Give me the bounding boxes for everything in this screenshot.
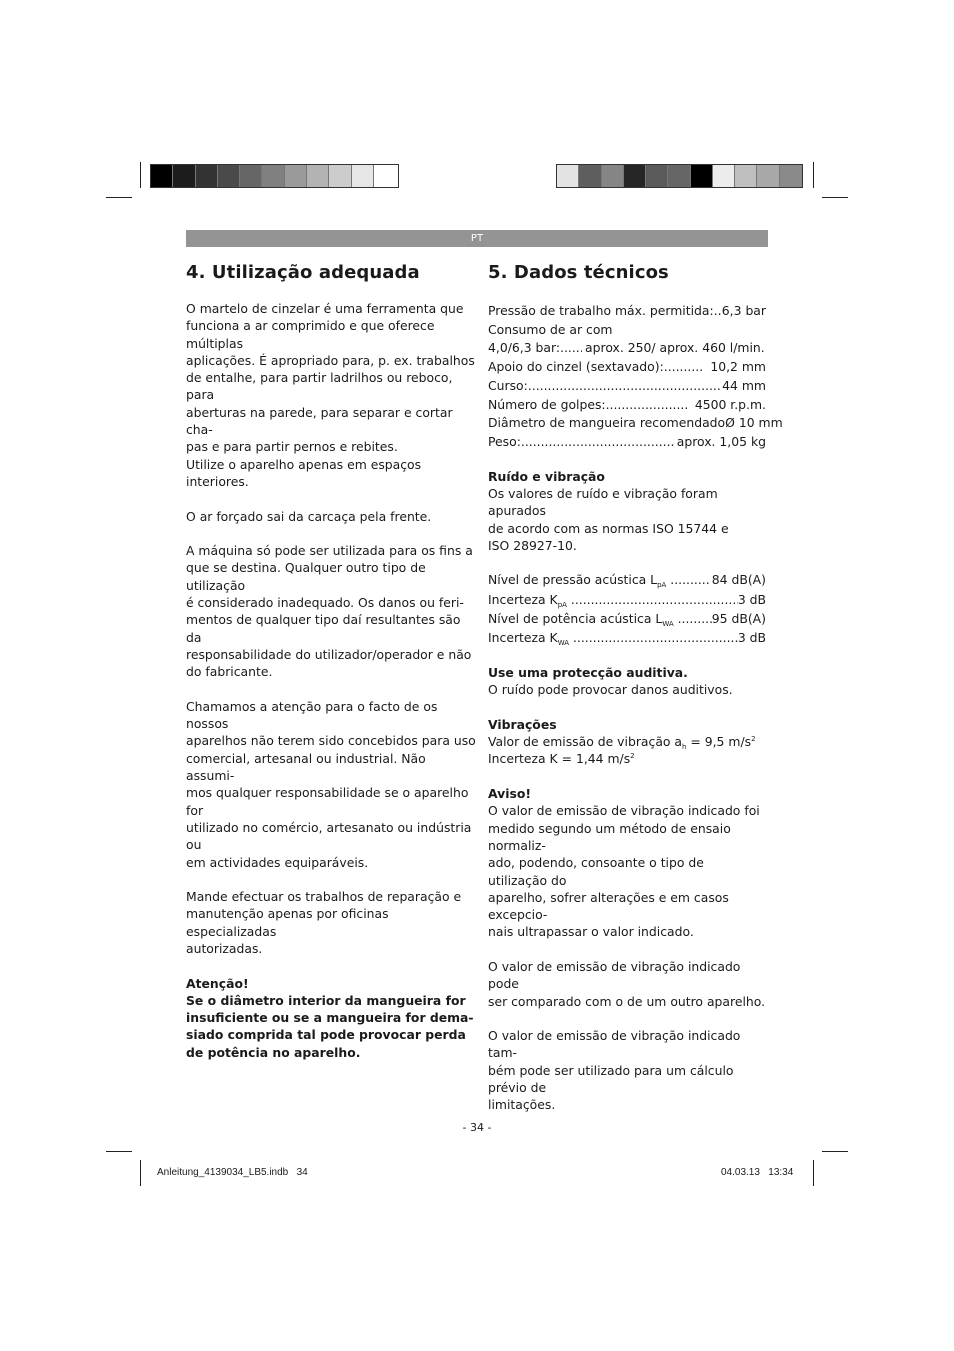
ear-protection-title: Use uma protecção auditiva. [488,664,688,680]
text-line: comercial, artesanal ou industrial. Não assumi- [186,750,426,784]
text-line: ISO 28927-10. [488,537,577,553]
color-swatch [218,165,240,187]
text-line: de acordo com as normas ISO 15744 e [488,520,729,536]
left-column [186,300,476,1061]
paragraph-improper-use [186,542,476,680]
color-swatch [285,165,307,187]
color-swatch [579,165,601,187]
paragraph-intended-use [186,300,476,490]
text-line: Mande efectuar os trabalhos de reparação e [186,889,462,905]
text-line: ser comparado com o de um outro aparelho. [488,993,766,1009]
text-line: Chamamos a atenção para o facto de os nossos [186,698,438,732]
color-swatch [624,165,646,187]
color-swatch [691,165,713,187]
text-line: autorizadas. [186,940,263,956]
text-line: do fabricante. [186,664,273,680]
spec-hose-diameter: Diâmetro de mangueira recomendado Ø 10 mm [488,414,783,430]
vibration-uncertainty: Incerteza K = 1,44 $m/s^2$ [488,751,635,767]
paragraph-air-exhaust [186,508,476,525]
color-swatch [151,165,173,187]
text-line: pas e para partir pernos e rebites. [186,439,398,455]
crop-mark [140,162,141,188]
right-column [488,300,783,1114]
section-title-technical-data: 5. Dados técnicos [488,262,669,283]
text-line: O martelo de cinzelar é uma ferramenta que [186,301,464,316]
notice-title: Aviso! [488,786,532,802]
spec-chisel-holder: Apoio do cinzel (sextavado): ..... 10,2 mm [488,358,766,375]
color-swatch [757,165,779,187]
text-line: responsabilidade do utilizador/operador e não [186,646,472,662]
crop-mark [822,1151,848,1152]
color-calibration-bar-left [150,164,399,188]
color-swatch [262,165,284,187]
text-line: manutenção apenas por oficinas especializadas [186,906,389,939]
text-line: é considerado inadequado. Os danos ou feri- [186,595,464,611]
color-calibration-bar-right [556,164,803,188]
spec-uncertainty-kpa: Incerteza $K_{pA}$ ..... 3 dB [488,591,766,608]
crop-mark [106,1151,132,1152]
color-swatch [668,165,690,187]
noise-title: Ruído e vibração [488,468,605,484]
color-swatch [173,165,195,187]
text-line: O valor de emissão de vibração indicado tam- [488,1028,741,1061]
color-swatch [557,165,579,187]
text-line: que se destina. Qualquer outro tipo de utilização [186,560,426,593]
spec-uncertainty-kwa: Incerteza $K_{WA}$ ..... 3 dB [488,629,766,646]
text-line: de potência no aparelho. [186,1044,361,1060]
text-line: de entalhe, para partir ladrilhos ou reboco, para [186,370,453,403]
color-swatch [646,165,668,187]
crop-mark [813,1160,814,1186]
color-swatch [196,165,218,187]
page-number: - 34 - [462,1121,492,1134]
text-line: funciona a ar comprimido e que oferece múltiplas [186,318,435,351]
spec-air-consumption: 4,0/6,3 bar: ..... aprox. 250/ aprox. 460 l/min. [488,339,766,356]
spec-sound-pressure: Nível de pressão acústica $L_{pA}$ ..... 84 dB(A) [488,571,766,588]
color-swatch [713,165,735,187]
crop-mark [813,162,814,188]
text-line: mentos de qualquer tipo daí resultantes são da [186,612,461,645]
text-line: aplicações. É apropriado para, p. ex. trabalhos [186,352,475,368]
text-line: Se o diâmetro interior da mangueira for [186,992,466,1008]
text-line: siado comprida tal pode provocar perda [186,1027,466,1043]
text-line: bém pode ser utilizado para um cálculo prévio de [488,1062,734,1096]
spec-weight: Peso: ..... aprox. 1,05 kg [488,433,766,450]
color-swatch [307,165,329,187]
crop-mark [106,197,132,198]
warning-text [186,992,476,1061]
text-line: Os valores de ruído e vibração foram apurados [488,485,718,519]
text-line: ado, podendo, consoante o tipo de utilização do [488,855,704,888]
paragraph-commercial-use [186,698,476,871]
text-line: nais ultrapassar o valor indicado. [488,924,694,940]
footer-file: Anleitung_4139034_LB5.indb 34 [157,1167,308,1178]
vibration-value: Valor de emissão de vibração $a_h = 9,5$ $m/s^2$ [488,734,756,752]
color-swatch [329,165,351,187]
notice-text-2 [488,958,766,1010]
crop-mark [822,197,848,198]
paragraph-repairs [186,888,476,957]
color-swatch [780,165,802,187]
text-line: aparelho, sofrer alterações e em casos excepcio- [488,889,729,923]
spec-blows: Número de golpes: ..... 4500 r.p.m. [488,396,766,413]
vibration-title: Vibrações [488,716,557,732]
color-swatch [735,165,757,187]
color-swatch [240,165,262,187]
ear-protection-text: O ruído pode provocar danos auditivos. [488,682,733,698]
warning-title: Atenção! [186,975,249,991]
footer-date: 04.03.13 13:34 [721,1167,794,1178]
color-swatch [352,165,374,187]
language-band [186,230,768,247]
text-line: aparelhos não terem sido concebidos para uso [186,733,476,749]
text-line: limitações. [488,1097,556,1113]
spec-stroke: Curso: ..... 44 mm [488,377,766,394]
text-line: em actividades equiparáveis. [186,854,369,870]
color-swatch [374,165,396,187]
notice-text-3 [488,1027,766,1113]
spec-working-pressure: Pressão de trabalho máx. permitida: ..... 6,3 bar [488,302,766,319]
spec-sound-power: Nível de potência acústica $L_{WA}$ ..... 95 dB(A) [488,610,766,627]
notice-text-1 [488,802,766,940]
text-line: O ar forçado sai da carcaça pela frente. [186,508,432,524]
language-code: PT [470,233,484,244]
spec-air-consumption-heading: Consumo de ar com [488,322,613,338]
text-line: insuficiente ou se a mangueira for dema- [186,1010,474,1026]
text-line: Utilize o aparelho apenas em espaços interiores. [186,456,422,489]
crop-mark [140,1160,141,1186]
text-line: O valor de emissão de vibração indicado foi [488,803,760,819]
text-line: medido segundo um método de ensaio normaliz- [488,820,731,853]
text-line: A máquina só pode ser utilizada para os fins a [186,543,473,559]
text-line: mos qualquer responsabilidade se o aparelho for [186,785,469,818]
section-title-intended-use: 4. Utilização adequada [186,262,420,283]
text-line: aberturas na parede, para separar e cortar cha- [186,404,453,438]
noise-text [488,485,766,554]
text-line: O valor de emissão de vibração indicado pode [488,958,741,992]
color-swatch [602,165,624,187]
text-line: utilizado no comércio, artesanato ou indústria ou [186,819,472,853]
